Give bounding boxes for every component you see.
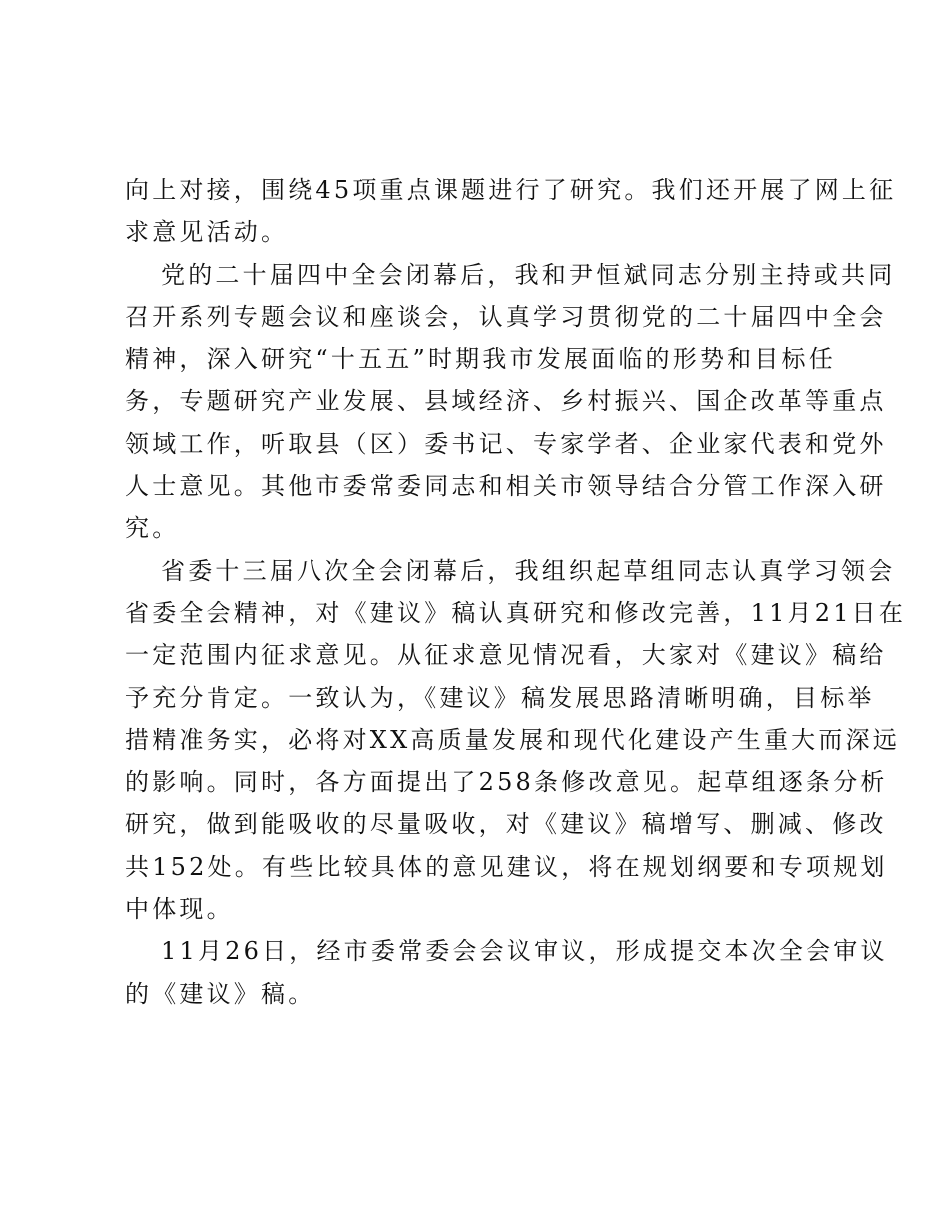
text-line: 一定范围内征求意见。从征求意见情况看，大家对《建议》稿给 [125,641,887,670]
text-line: 领域工作，听取县（区）委书记、专家学者、企业家代表和党外 [125,429,887,458]
text-line: 向上对接，围绕45项重点课题进行了研究。我们还开展了网上征 [125,176,897,204]
text-line: 的影响。同时，各方面提出了258条修改意见。起草组逐条分析 [125,768,888,797]
text-line: 务，专题研究产业发展、县域经济、乡村振兴、国企改革等重点 [125,387,887,416]
paragraph-start-line: 党的二十届四中全会闭幕后，我和尹恒斌同志分别主持或共同 [161,260,896,289]
document-body [125,169,907,1015]
text-line: 精神，深入研究“十五五”时期我市发展面临的形势和目标任 [125,345,836,374]
text-line: 求意见活动。 [125,218,289,247]
text-line: 召开系列专题会议和座谈会，认真学习贯彻党的二十届四中全会 [125,302,887,331]
text-line: 予充分肯定。一致认为，《建议》稿发展思路清晰明确，目标举 [125,683,875,712]
text-line: 省委全会精神，对《建议》稿认真研究和修改完善，11月21日在 [125,598,907,627]
text-line: 措精准务实，必将对XX高质量发展和现代化建设产生重大而深远 [125,725,900,754]
paragraph-start-line: 11月26日，经市委常委会会议审议，形成提交本次全会审议 [161,937,888,966]
text-line: 究。 [125,514,180,543]
text-line: 的《建议》稿。 [125,979,316,1008]
text-line: 人士意见。其他市委常委同志和相关市领导结合分管工作深入研 [125,472,887,501]
text-line: 中体现。 [125,895,234,924]
paragraph-start-line: 省委十三届八次全会闭幕后，我组织起草组同志认真学习领会 [161,556,896,585]
text-line: 研究，做到能吸收的尽量吸收，对《建议》稿增写、删减、修改 [125,810,887,839]
text-line: 共152处。有些比较具体的意见建议，将在规划纲要和专项规划 [125,852,888,881]
